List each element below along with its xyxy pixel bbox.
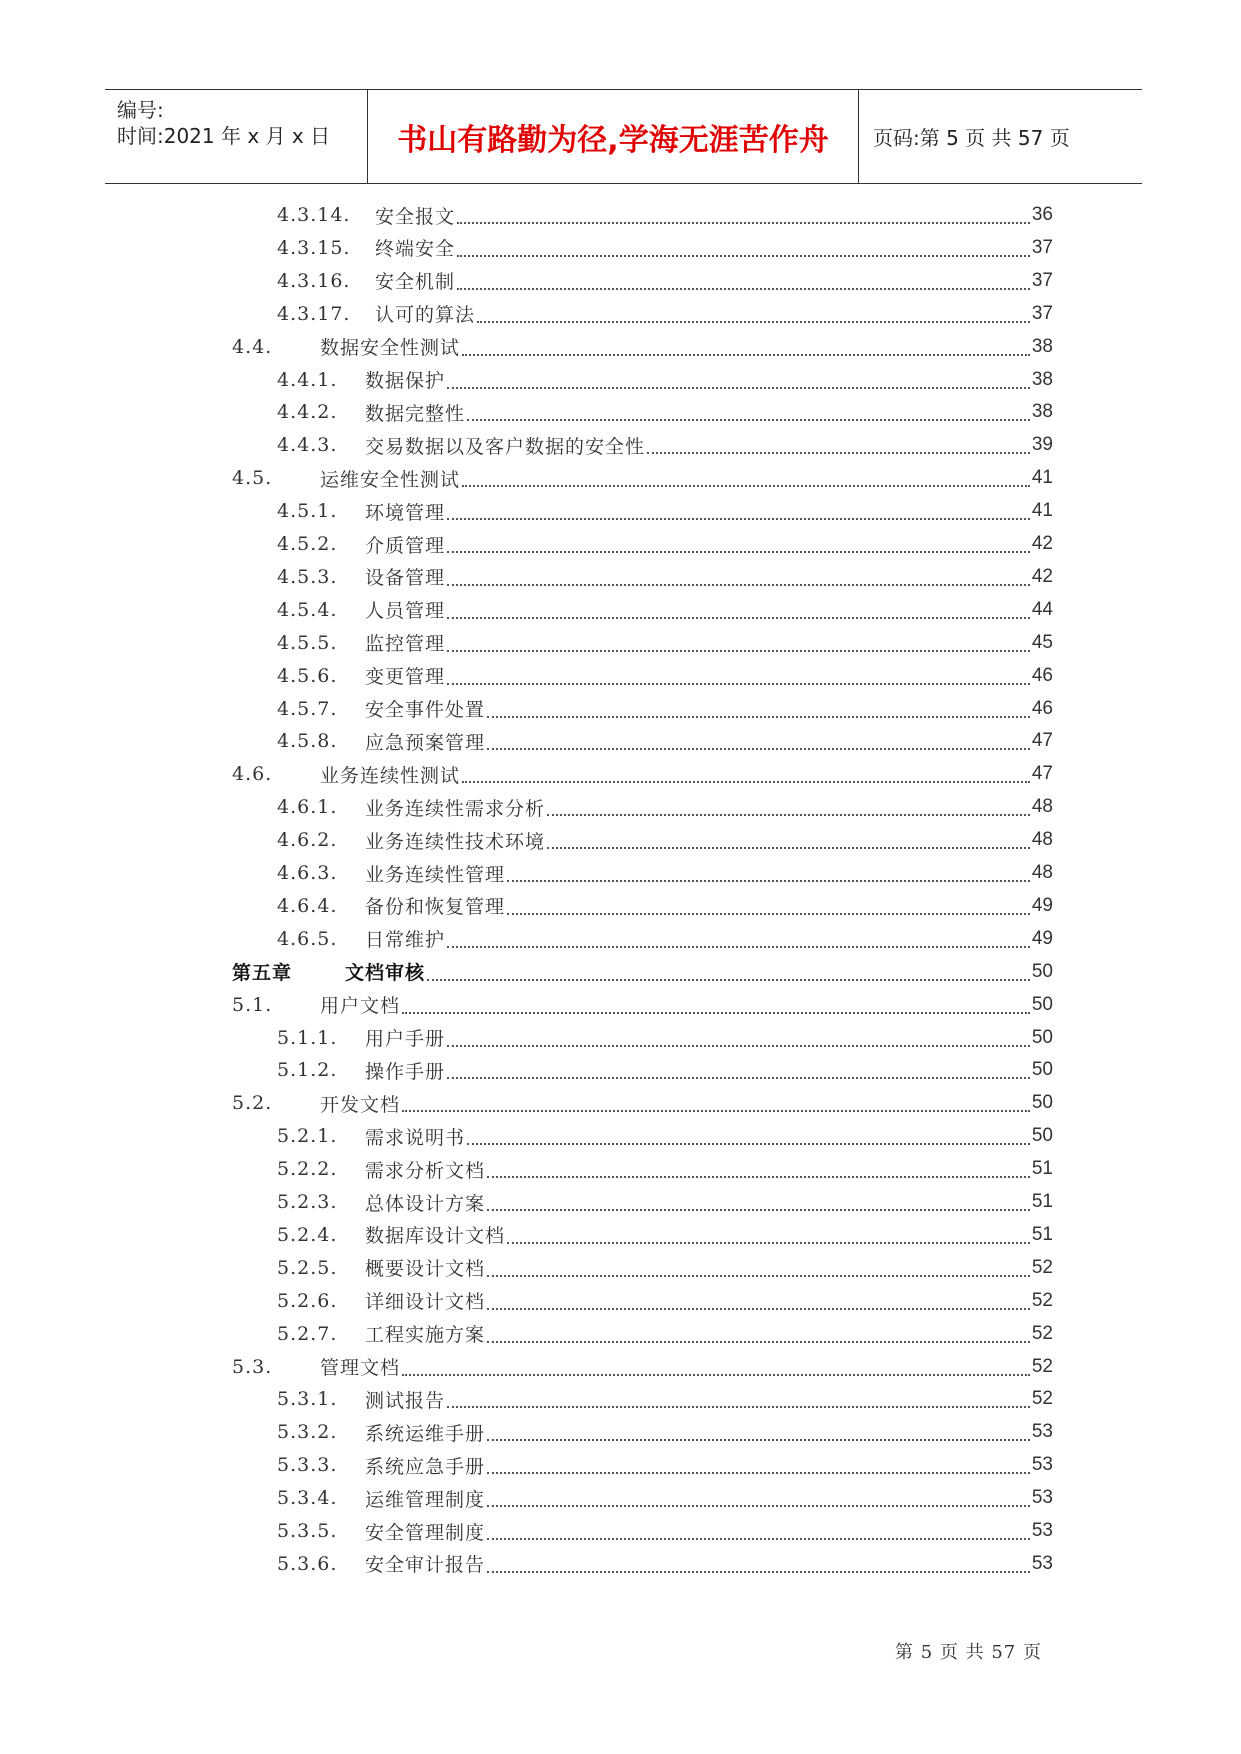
toc-entry-title: 需求分析文档 [365,1159,486,1182]
toc-entry-title: 测试报告 [365,1389,446,1412]
toc-entry-number: 5.2.6. [277,1289,338,1312]
toc-entry-page: 37 [1031,236,1053,258]
toc-entry-page: 46 [1031,697,1053,719]
toc-leader-dots [487,1286,1030,1310]
toc-entry-number: 5.2.3. [277,1191,338,1213]
toc-entry[interactable] [277,1023,1053,1053]
toc-leader-dots [447,924,1030,948]
toc-entry-number: 4.5. [232,467,273,490]
toc-entry[interactable] [277,628,1053,658]
toc-leader-dots [507,1220,1030,1244]
toc-leader-dots [447,1384,1030,1408]
toc-leader-dots [402,1088,1030,1112]
toc-entry-title: 用户文档 [320,995,401,1018]
toc-entry-page: 47 [1031,730,1053,752]
toc-entry-title: 业务连续性技术环境 [365,830,546,853]
toc-entry[interactable] [232,957,1053,987]
toc-entry-page: 50 [1031,960,1053,982]
toc-leader-dots [462,332,1030,356]
toc-entry[interactable] [232,463,1053,493]
toc-leader-dots [487,1549,1030,1573]
toc-entry[interactable] [277,1450,1053,1480]
toc-leader-dots [487,1450,1030,1474]
toc-entry-page: 38 [1031,368,1053,390]
toc-entry-title: 业务连续性测试 [320,764,461,787]
toc-entry[interactable] [277,1286,1053,1316]
toc-entry-title: 安全机制 [375,271,456,294]
toc-leader-dots [447,595,1030,619]
toc-entry[interactable] [277,924,1053,954]
toc-entry-title: 终端安全 [375,238,456,261]
toc-entry-number: 4.5.3. [277,565,338,588]
toc-entry-number: 4.3.14. [277,204,351,226]
toc-leader-dots [547,792,1030,816]
page-header [105,89,1142,184]
toc-leader-dots [487,1483,1030,1507]
toc-entry-page: 52 [1031,1322,1053,1344]
toc-entry-title: 安全报文 [375,205,456,228]
toc-leader-dots [457,266,1030,290]
toc-entry[interactable] [277,266,1053,296]
toc-entry-page: 42 [1031,533,1053,554]
header-meta-cell [105,90,368,183]
toc-entry-title: 业务连续性管理 [365,863,506,886]
toc-entry[interactable] [232,1352,1053,1382]
toc-entry-page: 50 [1031,993,1053,1015]
toc-entry-number: 5.1.2. [277,1059,338,1082]
toc-entry-page: 51 [1031,1158,1053,1180]
toc-entry-page: 42 [1031,565,1053,587]
toc-entry[interactable] [277,299,1053,329]
toc-entry-number: 5.2.5. [277,1256,338,1279]
toc-leader-dots [487,694,1030,718]
toc-leader-dots [447,496,1030,520]
toc-entry-number: 4.5.4. [277,598,338,621]
toc-entry-number: 5.3.6. [277,1552,338,1575]
toc-leader-dots [462,759,1030,783]
toc-entry-number: 4.5.5. [277,631,338,654]
toc-entry-page: 48 [1031,796,1053,818]
toc-entry[interactable] [277,496,1053,526]
toc-entry-page: 36 [1031,204,1053,225]
toc-entry[interactable] [277,726,1053,756]
toc-entry[interactable] [277,858,1053,888]
toc-entry-page: 38 [1031,401,1053,423]
toc-entry-title: 环境管理 [365,501,446,524]
toc-entry-number: 4.5.2. [277,533,338,555]
toc-leader-dots [447,1055,1030,1079]
toc-entry-title: 交易数据以及客户数据的安全性 [365,435,646,458]
toc-leader-dots [487,1253,1030,1277]
toc-entry[interactable] [277,430,1053,460]
toc-entry-number: 4.6.5. [277,927,338,950]
toc-entry[interactable] [232,332,1053,362]
toc-leader-dots [462,463,1030,487]
toc-entry-title: 认可的算法 [375,304,476,327]
toc-entry-page: 46 [1031,664,1053,686]
toc-entry-title: 文档审核 [345,962,426,985]
toc-entry-title: 系统应急手册 [365,1455,486,1478]
toc-leader-dots [457,200,1030,224]
toc-entry-title: 数据保护 [365,370,446,392]
toc-entry-page: 53 [1031,1520,1053,1541]
toc-entry-title: 人员管理 [365,600,446,623]
toc-entry[interactable] [277,661,1053,691]
toc-entry[interactable] [277,397,1053,427]
toc-entry-page: 41 [1031,500,1053,522]
toc-leader-dots [487,726,1030,750]
toc-entry-title: 操作手册 [365,1060,446,1083]
toc-entry-title: 详细设计文档 [365,1291,486,1314]
toc-entry-page: 48 [1031,829,1053,851]
toc-entry-number: 5.2.4. [277,1223,338,1246]
toc-entry[interactable] [277,1319,1053,1349]
toc-entry-number: 4.6.3. [277,862,338,884]
toc-entry-number: 4.6.2. [277,829,338,852]
toc-entry[interactable] [277,1417,1053,1447]
toc-entry-title: 用户手册 [365,1028,446,1050]
toc-entry-page: 53 [1031,1487,1053,1509]
toc-entry-page: 53 [1031,1454,1053,1476]
toc-leader-dots [447,365,1030,389]
toc-entry[interactable] [277,1483,1053,1513]
toc-entry-page: 41 [1031,467,1053,489]
toc-entry-number: 4.3.15. [277,236,351,259]
toc-entry[interactable] [277,562,1053,592]
toc-entry-title: 安全审计报告 [365,1554,486,1577]
toc-entry[interactable] [232,759,1053,789]
toc-entry-number: 5.1.1. [277,1026,338,1049]
toc-entry-title: 开发文档 [320,1093,401,1116]
toc-leader-dots [447,562,1030,586]
toc-entry[interactable] [277,1154,1053,1184]
toc-entry-page: 52 [1031,1355,1053,1377]
toc-leader-dots [457,233,1030,257]
toc-entry-number: 4.5.8. [277,730,338,753]
serial-label: 编号: [117,98,164,122]
toc-entry-page: 49 [1031,927,1053,949]
toc-entry-number: 4.5.6. [277,664,338,687]
toc-leader-dots [447,529,1030,553]
toc-entry-title: 监控管理 [365,633,446,656]
toc-entry-page: 50 [1031,1026,1053,1048]
toc-entry[interactable] [277,1384,1053,1414]
toc-entry[interactable] [277,1187,1053,1217]
toc-entry-page: 50 [1031,1125,1053,1147]
toc-entry-page: 44 [1031,598,1053,620]
toc-entry-number: 4.3.16. [277,269,351,292]
toc-entry-page: 37 [1031,302,1053,324]
toc-leader-dots [477,299,1030,323]
toc-entry-page: 37 [1031,269,1053,291]
toc-entry-page: 47 [1031,763,1053,785]
toc-leader-dots [547,825,1030,849]
toc-entry[interactable] [277,694,1053,724]
toc-leader-dots [507,858,1030,882]
toc-entry-number: 4.6.1. [277,796,338,819]
toc-entry-title: 变更管理 [365,666,446,689]
toc-entry-page: 50 [1031,1059,1053,1081]
toc-leader-dots [487,1154,1030,1178]
toc-entry-number: 4.5.1. [277,500,338,523]
toc-leader-dots [647,430,1030,454]
toc-entry[interactable] [277,1121,1053,1151]
toc-entry-title: 运维安全性测试 [320,468,461,491]
toc-entry-page: 45 [1031,631,1053,653]
toc-entry-title: 数据库设计文档 [365,1225,506,1248]
toc-entry-title: 介质管理 [365,534,446,557]
header-page-label: 页码:第 5 页 共 57 页 [873,126,1070,150]
toc-entry-number: 5.3.2. [277,1421,338,1444]
toc-leader-dots [487,1417,1030,1441]
toc-entry[interactable] [232,990,1053,1020]
toc-leader-dots [487,1319,1030,1343]
toc-entry[interactable] [277,1516,1053,1546]
toc-entry-title: 工程实施方案 [365,1324,486,1347]
toc-entry-page: 52 [1031,1388,1053,1410]
toc-entry-title: 业务连续性需求分析 [365,797,546,820]
toc-entry-page: 53 [1031,1552,1053,1574]
toc-entry-page: 50 [1031,1092,1053,1114]
toc-entry-number: 5.2.7. [277,1322,338,1345]
toc-entry-number: 5.3.1. [277,1388,338,1411]
toc-entry-title: 安全事件处置 [365,699,486,721]
toc-entry-number: 4.4.3. [277,434,338,457]
page-footer: 第 5 页 共 57 页 [895,1642,1042,1663]
toc-entry[interactable] [277,891,1053,921]
toc-entry-title: 数据安全性测试 [320,337,461,360]
toc-entry[interactable] [277,200,1053,230]
toc-entry-page: 51 [1031,1223,1053,1245]
toc-entry-page: 49 [1031,894,1053,916]
header-motto: 书山有路勤为径,学海无涯苦作舟 [368,90,859,183]
toc-entry-number: 4.3.17. [277,302,351,325]
toc-entry-page: 48 [1031,862,1053,883]
toc-entry-number: 5.3. [232,1355,273,1378]
toc-leader-dots [487,1516,1030,1540]
toc-leader-dots [467,397,1030,421]
toc-leader-dots [402,990,1030,1014]
toc-entry-number: 5.3.4. [277,1487,338,1510]
toc-entry[interactable] [277,529,1053,559]
toc-entry[interactable] [277,792,1053,822]
toc-entry-number: 5.1. [232,993,273,1016]
toc-entry-page: 51 [1031,1191,1053,1212]
toc-entry-page: 39 [1031,434,1053,456]
toc-entry[interactable] [232,1088,1053,1118]
toc-entry-title: 概要设计文档 [365,1258,486,1281]
toc-entry-title: 安全管理制度 [365,1521,486,1544]
toc-entry-title: 系统运维手册 [365,1422,486,1445]
toc-entry-title: 应急预案管理 [365,731,486,754]
toc-leader-dots [487,1187,1030,1211]
toc-entry-number: 5.2. [232,1092,273,1115]
toc-entry-title: 备份和恢复管理 [365,896,506,919]
toc-entry[interactable] [277,595,1053,625]
toc-leader-dots [507,891,1030,915]
toc-entry-number: 4.5.7. [277,697,338,720]
toc-leader-dots [447,628,1030,652]
toc-entry-number: 第五章 [232,962,293,985]
toc-entry-number: 4.4.2. [277,401,338,424]
toc-entry[interactable] [277,233,1053,263]
toc-entry-number: 5.2.1. [277,1125,338,1148]
toc-entry[interactable] [277,365,1053,395]
toc-entry-number: 4.6.4. [277,894,338,917]
toc-entry-title: 数据完整性 [365,402,466,425]
toc-entry-page: 53 [1031,1421,1053,1443]
toc-entry[interactable] [277,1549,1053,1579]
toc-entry-title: 总体设计方案 [365,1192,486,1215]
toc-entry-number: 5.3.3. [277,1454,338,1477]
toc-leader-dots [447,661,1030,685]
toc-entry-page: 38 [1031,335,1053,357]
toc-leader-dots [467,1121,1030,1145]
toc-leader-dots [427,957,1030,981]
toc-entry-page: 52 [1031,1256,1053,1278]
toc-entry-title: 运维管理制度 [365,1488,486,1511]
toc-entry-title: 日常维护 [365,929,446,952]
toc-entry-number: 4.6. [232,763,273,786]
time-label: 时间:2021 年 x 月 x 日 [117,124,331,148]
toc-leader-dots [447,1023,1030,1047]
toc-entry-number: 4.4.1. [277,368,338,391]
toc-leader-dots [402,1352,1030,1376]
toc-entry[interactable] [277,825,1053,855]
toc-entry-number: 5.3.5. [277,1520,338,1542]
toc-entry[interactable] [277,1253,1053,1283]
toc-entry[interactable] [277,1055,1053,1085]
toc-entry-page: 52 [1031,1289,1053,1311]
toc-entry-number: 4.4. [232,335,273,358]
toc-entry-title: 需求说明书 [365,1126,466,1149]
toc-entry[interactable] [277,1220,1053,1250]
toc-entry-title: 设备管理 [365,567,446,590]
toc-entry-title: 管理文档 [320,1357,401,1379]
toc-entry-number: 5.2.2. [277,1158,338,1181]
